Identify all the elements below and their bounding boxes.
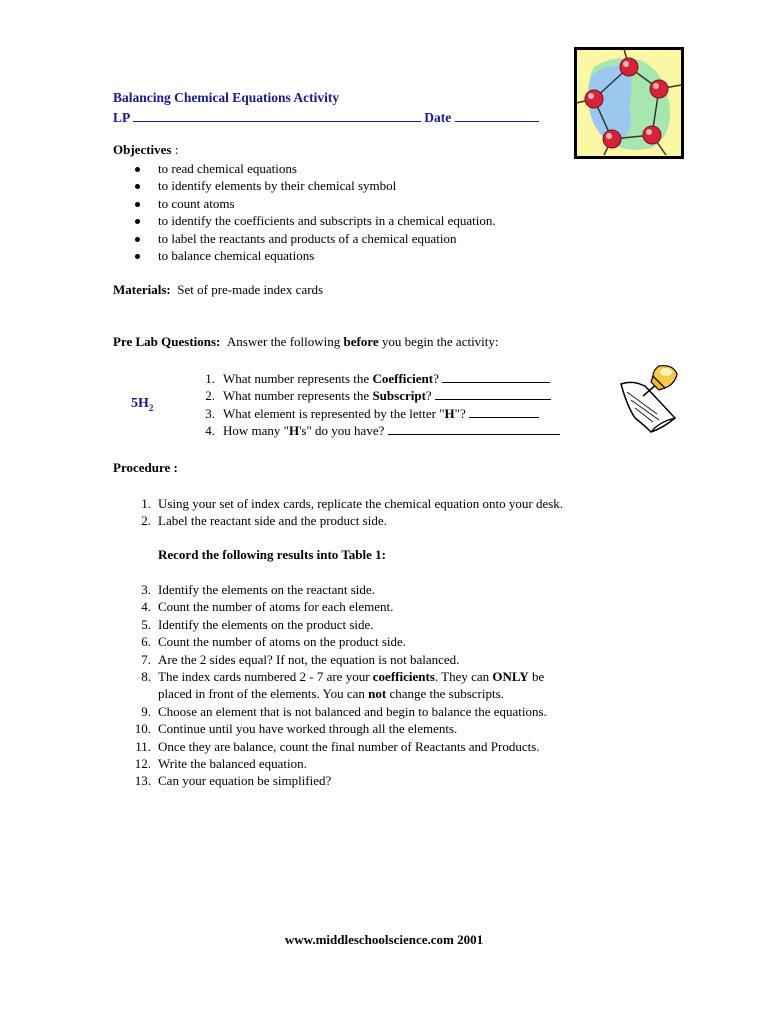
list-item: to balance chemical equations (113, 247, 496, 264)
objectives-colon: : (171, 142, 179, 157)
procedure-heading: Procedure : (113, 460, 178, 475)
lp-label: LP (113, 110, 130, 125)
date-blank (455, 108, 539, 122)
document-title: Balancing Chemical Equations Activity (113, 90, 340, 105)
list-item: to read chemical equations (113, 160, 496, 177)
objectives-list (113, 160, 496, 264)
bullet-icon (135, 219, 140, 224)
prelab-label: Pre Lab Questions: (113, 334, 221, 349)
materials-line (113, 282, 323, 298)
formula-5h2: $5H_2$ (131, 396, 154, 413)
prelab-line: Pre Lab Questions: Answer the following before you begin the activity: (113, 334, 499, 349)
list-item: to identify elements by their chemical symbol (113, 177, 496, 194)
answer-blank (435, 387, 551, 400)
procedure-steps-b (113, 581, 547, 790)
lp-blank (133, 108, 421, 122)
materials-label: Materials: (113, 282, 171, 297)
footer-credit: www.middleschoolscience.com 2001 (284, 932, 484, 947)
list-item: 2. What number represents the Subscript? (185, 387, 560, 404)
bullet-icon (135, 237, 140, 242)
prelab-questions (185, 370, 560, 440)
list-item: 13. Can your equation be simplified? (134, 773, 332, 789)
list-item: 7. Are the 2 sides equal? If not, the equation is not balanced. (141, 651, 460, 667)
answer-blank (469, 405, 539, 418)
list-item: to count atoms (113, 195, 496, 212)
list-item: to label the reactants and products of a chemical equation (113, 230, 496, 247)
list-item: 1. What number represents the Coefficient? (185, 370, 560, 387)
list-item: 6. Count the number of atoms on the product side. (141, 634, 407, 650)
list-item: 10. Continue until you have worked through all the elements. (134, 721, 458, 737)
bullet-icon (135, 167, 140, 172)
list-item: 3. Identify the elements on the reactant side. (141, 582, 375, 597)
answer-blank (442, 370, 550, 383)
procedure-steps-a (113, 495, 563, 530)
prelab-emphasis: before (343, 334, 379, 349)
molecule-logo-icon (574, 47, 684, 159)
objectives-heading (113, 142, 178, 158)
list-item: 12. Write the balanced equation. (134, 756, 307, 772)
list-item: 5. Identify the elements on the product side. (141, 616, 374, 632)
list-item: 3. What element is represented by the letter "H"? (185, 405, 560, 422)
list-item: 8. The index cards numbered 2 - 7 are your coefficients. They can ONLY be placed in front of the elements. You can not change the subscripts. (141, 669, 545, 702)
pushpin-note-icon (613, 362, 685, 436)
list-item: 1. Using your set of index cards, replicate the chemical equation onto your desk. (141, 496, 564, 511)
bullet-icon (135, 184, 140, 189)
bullet-icon (135, 202, 140, 207)
lp-date-line (113, 108, 539, 126)
list-item: 4. How many "H's" do you have? (185, 422, 560, 439)
list-item: to identify the coefficients and subscripts in a chemical equation. (113, 212, 496, 229)
list-item: 9. Choose an element that is not balanced and begin to balance the equations. (141, 703, 547, 719)
list-item: 4. Count the number of atoms for each element. (141, 599, 394, 615)
record-instruction: Record the following results into Table 1: (158, 547, 386, 562)
answer-blank (388, 422, 560, 435)
bullet-icon (135, 254, 140, 259)
objectives-label: Objectives (113, 142, 172, 157)
list-item: 2. Label the reactant side and the product side. (141, 513, 387, 529)
date-label: Date (424, 110, 452, 125)
list-item: 11. Once they are balance, count the final number of Reactants and Products. (135, 738, 540, 754)
materials-text: Set of pre-made index cards (177, 282, 324, 297)
